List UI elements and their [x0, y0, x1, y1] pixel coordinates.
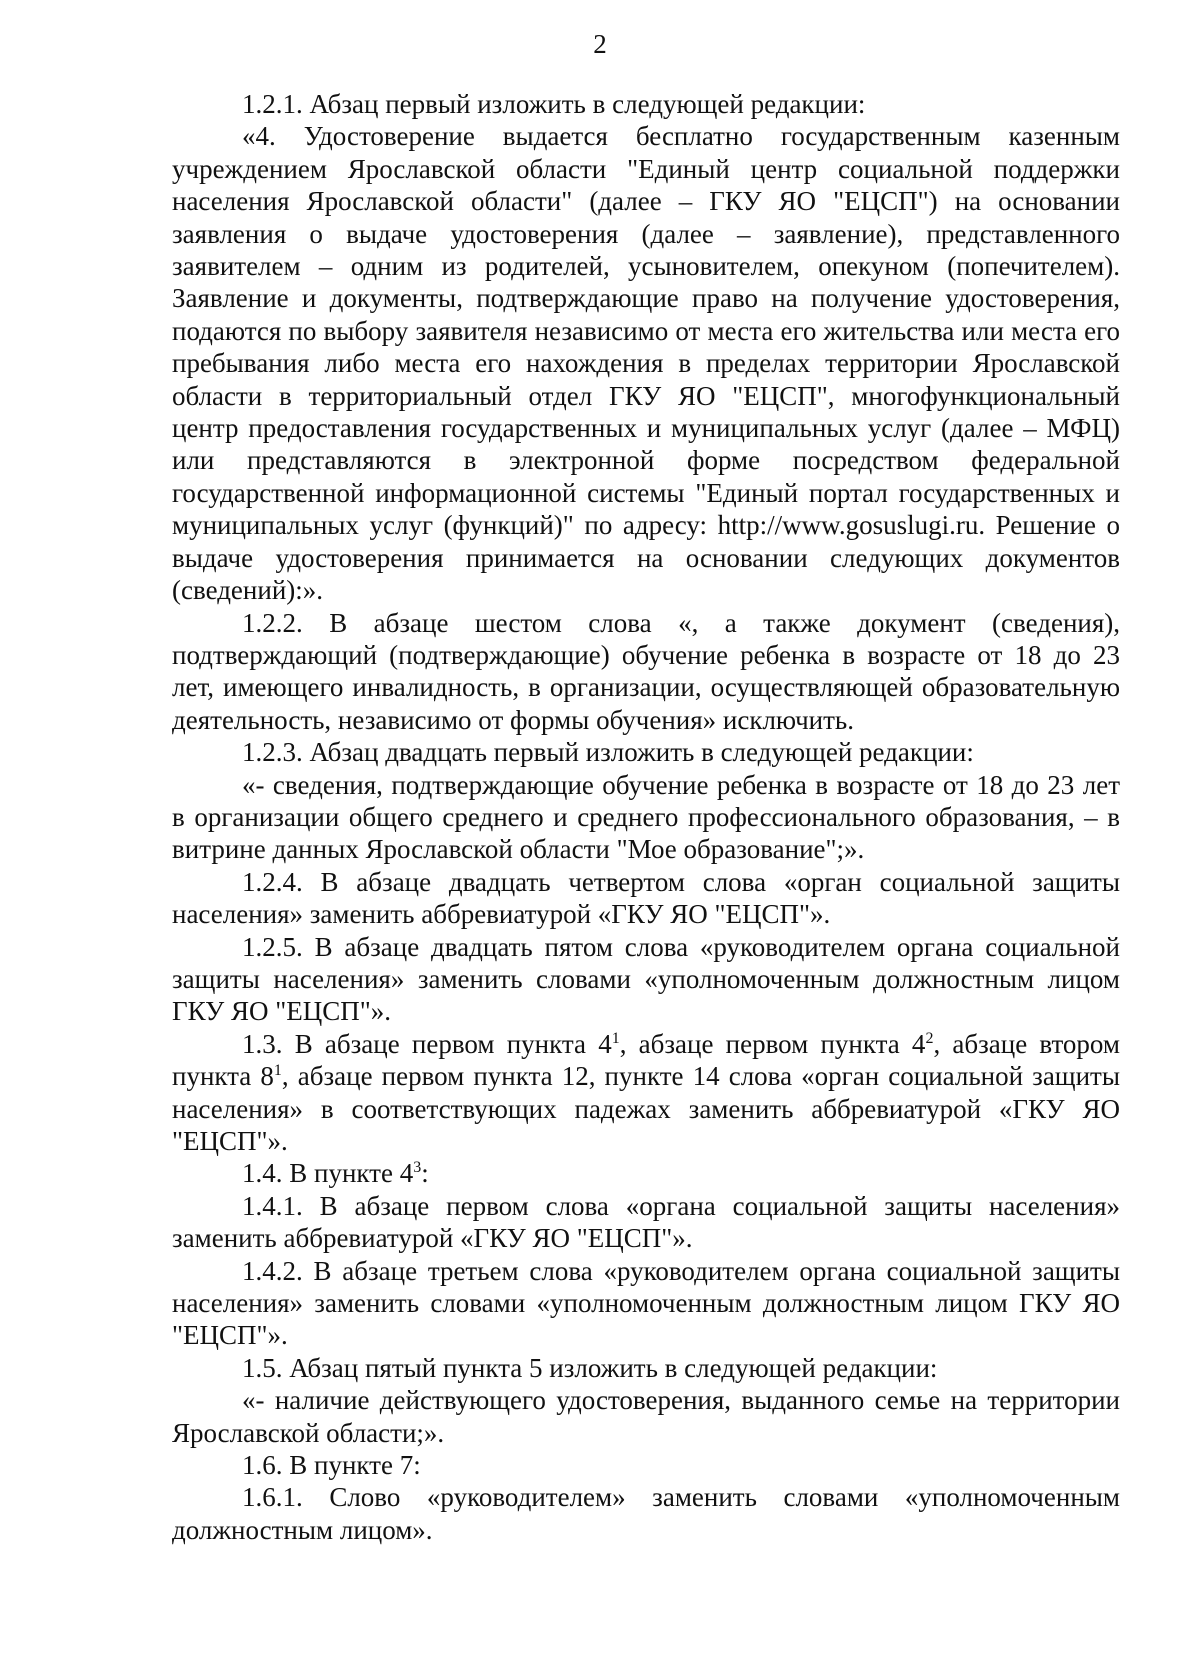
text-segment: 1.4. В пункте 4 — [242, 1158, 414, 1189]
paragraph-1-2-1: 1.2.1. Абзац первый изложить в следующей редакции: — [242, 89, 866, 119]
text-segment: , абзаце первом пункта 4 — [619, 1028, 926, 1059]
text-segment: 1.3. В абзаце первом пункта 4 — [242, 1028, 612, 1059]
paragraph-quote-certificate: «- наличие действующего удостоверения, выданного семье на территории Ярославской области;». — [172, 1385, 1120, 1448]
text-segment: , абзаце втором пункта 8 — [172, 1028, 1120, 1092]
text-segment: : — [421, 1158, 429, 1189]
paragraph-1-6-1: 1.6.1. Слово «руководителем» заменить словами «уполномоченным должностным лицом». — [172, 1482, 1120, 1545]
document-body — [172, 88, 1120, 1546]
paragraph-1-2-2: 1.2.2. В абзаце шестом слова «, а также документ (сведения), подтверждающий (подтверждающие) обучение ребенка в возрасте от 18 до 23 лет, имеющего инвалидность, в организации, осуществляющей образовательную деятельность, независимо от формы обучения» исключить. — [172, 607, 1120, 735]
paragraph-quote-info: «- сведения, подтверждающие обучение ребенка в возрасте от 18 до 23 лет в организации общего среднего и среднего профессионального образования, – в витрине данных Ярославской области "Мое образование";». — [172, 769, 1120, 865]
paragraph-1-5: 1.5. Абзац пятый пункта 5 изложить в следующей редакции: — [242, 1352, 938, 1383]
paragraph-1-4-2: 1.4.2. В абзаце третьем слова «руководителем органа социальной защиты населения» заменить словами «уполномоченным должностным лицом ГКУ ЯО "ЕЦСП"». — [172, 1255, 1120, 1351]
superscript: 3 — [413, 1159, 422, 1177]
paragraph-quote-4: «4. Удостоверение выдается бесплатно государственным казенным учреждением Ярославской области "Единый центр социальной поддержки населения Ярославской области" (далее – ГКУ ЯО "ЕЦСП") на основании заявления о выдаче удостоверения (далее – заявление), представленного заявителем – одним из родителей, усыновителем, опекуном (попечителем). Заявление и документы, подтверждающие право на получение удостоверения, подаются по выбору заявителя независимо от места его жительства или места его пребывания либо места его нахождения в пределах территории Ярославской области в территориальный отдел ГКУ ЯО "ЕЦСП", многофункциональный центр предоставления государственных и муниципальных услуг (далее – МФЦ) или представляются в электронной форме посредством федеральной государственной информационной системы "Единый портал государственных и муниципальных услуг (функций)" по адресу: http://www.gosuslugi.ru. Решение о выдаче удостоверения принимается на основании следующих документов (сведений):». — [172, 121, 1120, 606]
superscript: 2 — [925, 1029, 934, 1047]
paragraph-1-3 — [172, 1028, 1120, 1158]
superscript: 1 — [611, 1029, 620, 1047]
paragraph-1-4 — [172, 1157, 1120, 1189]
page-number: 2 — [593, 29, 607, 59]
paragraph-1-2-5: 1.2.5. В абзаце двадцать пятом слова «руководителем органа социальной защиты населения» заменить словами «уполномоченным должностным лицом ГКУ ЯО "ЕЦСП"». — [172, 931, 1120, 1027]
paragraph-1-6: 1.6. В пункте 7: — [242, 1450, 421, 1481]
paragraph-1-2-3: 1.2.3. Абзац двадцать первый изложить в следующей редакции: — [242, 737, 974, 768]
paragraph-1-2-4: 1.2.4. В абзаце двадцать четвертом слова «орган социальной защиты населения» заменить аббревиатурой «ГКУ ЯО "ЕЦСП"». — [172, 866, 1120, 930]
paragraph-1-4-1: 1.4.1. В абзаце первом слова «органа социальной защиты населения» заменить аббревиатурой «ГКУ ЯО "ЕЦСП"». — [172, 1190, 1120, 1254]
text-segment: , абзаце первом пункта 12, пункте 14 слова «орган социальной защиты населения» в соответствующих падежах заменить аббревиатурой «ГКУ ЯО "ЕЦСП"». — [172, 1061, 1120, 1156]
superscript: 1 — [273, 1062, 282, 1080]
